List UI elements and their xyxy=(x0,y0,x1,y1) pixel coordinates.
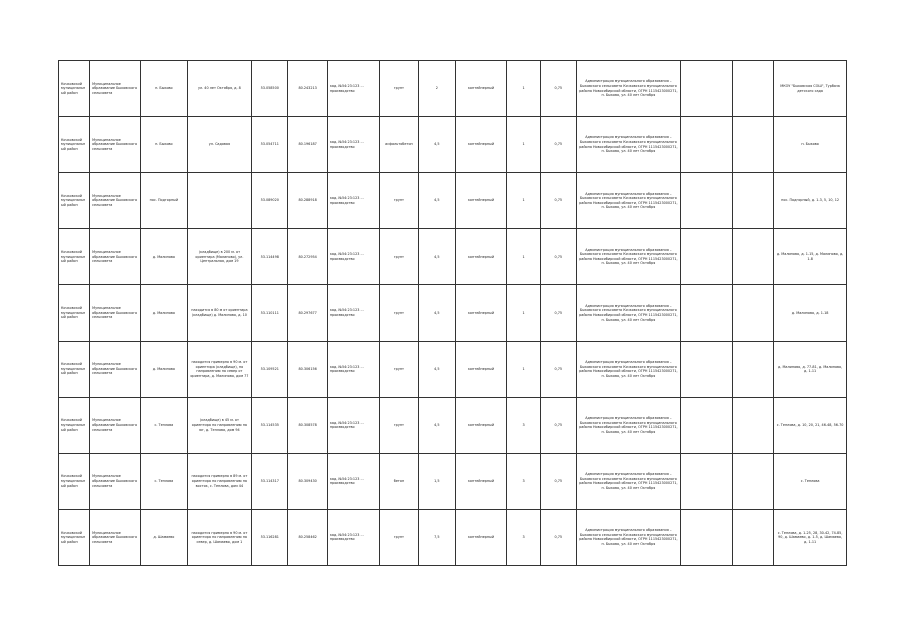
table-row xyxy=(59,397,847,453)
locality-cell: п. Быково xyxy=(141,117,188,173)
owner-cell: Муниципальное образование Быковского сельсовета xyxy=(90,229,141,285)
area-cell: 4,5 xyxy=(419,285,455,341)
longitude-cell: 80.243213 xyxy=(288,61,327,117)
container-count-cell: 1 xyxy=(507,173,540,229)
address-cell: находится в 80 м от ориентира (кладбище) д. Малиново, д. 10 xyxy=(187,285,251,341)
sources-cell: с. Теплова, д. 1-25, 28, 30-42, 74-85, 90, д. Шамаево, д. 1-5, д. Шамаево, д. 1-11 xyxy=(774,509,847,565)
holder-cell: Администрация муниципального образования – Быковского сельсовета Кочковского муниципального района Новосибирской области, ОГРН 1115423000271, п. Быково, ул. 40 лет Октября xyxy=(576,61,680,117)
latitude-cell: 53.114317 xyxy=(252,453,288,509)
sources-cell: д. Малиново, д. 1-15, д. Малиново, д. 1-8 xyxy=(774,229,847,285)
address-cell: (кладбище) в 200 м. от ориентира (Малиново), ул. Центральная, дом 19 xyxy=(187,229,251,285)
empty-cell xyxy=(680,173,732,229)
container-type-cell: контейнерный xyxy=(455,509,507,565)
volume-cell: 0,75 xyxy=(540,61,576,117)
area-cell: 4,5 xyxy=(419,397,455,453)
longitude-cell: 80.272954 xyxy=(288,229,327,285)
empty-cell xyxy=(732,397,774,453)
container-count-cell: 1 xyxy=(507,341,540,397)
area-cell: 4,5 xyxy=(419,173,455,229)
holder-cell: Администрация муниципального образования – Быковского сельсовета Кочковского муниципального района Новосибирской области, ОГРН 1115423000271, п. Быково, ул. 40 лет Октября xyxy=(576,509,680,565)
owner-cell: Муниципальное образование Быковского сельсовета xyxy=(90,397,141,453)
address-cell: находится примерно в 89 м. от ориентира по направлению на восток, с. Теплова, дом 44 xyxy=(187,453,251,509)
area-cell: 7,5 xyxy=(419,509,455,565)
district-cell: Кочковский муниципальный район xyxy=(59,229,90,285)
latitude-cell: 53.114498 xyxy=(252,229,288,285)
container-type-cell: контейнерный xyxy=(455,229,507,285)
volume-cell: 0,75 xyxy=(540,397,576,453)
table-row xyxy=(59,117,847,173)
cadastre-cell: кад. №54:23:123 ... производство xyxy=(327,285,379,341)
sources-cell: д. Малиново, д. 1-18 xyxy=(774,285,847,341)
longitude-cell: 80.306156 xyxy=(288,341,327,397)
longitude-cell: 80.309430 xyxy=(288,453,327,509)
holder-cell: Администрация муниципального образования – Быковского сельсовета Кочковского муниципального района Новосибирской области, ОГРН 1115423000271, п. Быково, ул. 40 лет Октября xyxy=(576,341,680,397)
holder-cell: Администрация муниципального образования – Быковского сельсовета Кочковского муниципального района Новосибирской области, ОГРН 1115423000271, п. Быково, ул. 40 лет Октября xyxy=(576,173,680,229)
empty-cell xyxy=(680,285,732,341)
table-row xyxy=(59,509,847,565)
locality-cell: с. Теплова xyxy=(141,453,188,509)
container-count-cell: 3 xyxy=(507,397,540,453)
locality-cell: п. Быково xyxy=(141,61,188,117)
surface-cell: асфальтобетон xyxy=(379,117,418,173)
table-row xyxy=(59,341,847,397)
district-cell: Кочковский муниципальный район xyxy=(59,509,90,565)
locality-cell: д. Малиново xyxy=(141,341,188,397)
volume-cell: 0,75 xyxy=(540,173,576,229)
address-cell xyxy=(187,173,251,229)
volume-cell: 0,75 xyxy=(540,453,576,509)
owner-cell: Муниципальное образование Быковского сельсовета xyxy=(90,453,141,509)
address-cell: ул. 40 лет Октября, д. 8 xyxy=(187,61,251,117)
container-count-cell: 1 xyxy=(507,285,540,341)
empty-cell xyxy=(680,61,732,117)
holder-cell: Администрация муниципального образования – Быковского сельсовета Кочковского муниципального района Новосибирской области, ОГРН 1115423000271, п. Быково, ул. 40 лет Октября xyxy=(576,117,680,173)
holder-cell: Администрация муниципального образования – Быковского сельсовета Кочковского муниципального района Новосибирской области, ОГРН 1115423000271, п. Быково, ул. 40 лет Октября xyxy=(576,285,680,341)
container-count-cell: 1 xyxy=(507,229,540,285)
empty-cell xyxy=(680,397,732,453)
cadastre-cell: кад. №54:23:123 ... производство xyxy=(327,509,379,565)
container-count-cell: 1 xyxy=(507,117,540,173)
longitude-cell: 80.288918 xyxy=(288,173,327,229)
surface-cell: грунт xyxy=(379,173,418,229)
empty-cell xyxy=(732,229,774,285)
address-cell: находится примерно в 90 м. от ориентира по направлению на север, д. Шамаево, дом 1 xyxy=(187,509,251,565)
surface-cell: грунт xyxy=(379,397,418,453)
latitude-cell: 53.114535 xyxy=(252,397,288,453)
district-cell: Кочковский муниципальный район xyxy=(59,61,90,117)
holder-cell: Администрация муниципального образования – Быковского сельсовета Кочковского муниципального района Новосибирской области, ОГРН 1115423000271, п. Быково, ул. 40 лет Октября xyxy=(576,453,680,509)
district-cell: Кочковский муниципальный район xyxy=(59,341,90,397)
latitude-cell: 53.116281 xyxy=(252,509,288,565)
cadastre-cell: кад. №54:23:123 ... производство xyxy=(327,453,379,509)
empty-cell xyxy=(732,285,774,341)
container-type-cell: контейнерный xyxy=(455,453,507,509)
container-type-cell: контейнерный xyxy=(455,173,507,229)
sources-cell: д. Малиново, д. 77-81, д. Малиново, д. 1-11 xyxy=(774,341,847,397)
empty-cell xyxy=(680,509,732,565)
cadastre-cell: кад. №54:23:123 ... производство xyxy=(327,229,379,285)
cadastre-cell: кад. №54:23:123 ... производство xyxy=(327,173,379,229)
empty-cell xyxy=(732,341,774,397)
surface-cell: грунт xyxy=(379,509,418,565)
cadastre-cell: кад. №54:23:123 ... производство xyxy=(327,397,379,453)
area-cell: 4,5 xyxy=(419,117,455,173)
district-cell: Кочковский муниципальный район xyxy=(59,453,90,509)
volume-cell: 0,75 xyxy=(540,341,576,397)
longitude-cell: 80.258462 xyxy=(288,509,327,565)
table-row xyxy=(59,61,847,117)
locality-cell: с. Теплова xyxy=(141,397,188,453)
container-type-cell: контейнерный xyxy=(455,117,507,173)
locality-cell: д. Малиново xyxy=(141,285,188,341)
address-cell: (кладбище) в 45 м. от ориентира по направлению на юг, д. Теплова, дом 94 xyxy=(187,397,251,453)
container-type-cell: контейнерный xyxy=(455,397,507,453)
owner-cell: Муниципальное образование Быковского сельсовета xyxy=(90,61,141,117)
longitude-cell: 80.297677 xyxy=(288,285,327,341)
surface-cell: грунт xyxy=(379,285,418,341)
area-cell: 4,5 xyxy=(419,341,455,397)
container-type-cell: контейнерный xyxy=(455,61,507,117)
sources-cell: с. Теплова, д. 10, 20, 21, 46-48, 56-70 xyxy=(774,397,847,453)
locality-cell: д. Малиново xyxy=(141,229,188,285)
container-count-cell: 3 xyxy=(507,509,540,565)
container-count-cell: 1 xyxy=(507,61,540,117)
latitude-cell: 53.058500 xyxy=(252,61,288,117)
owner-cell: Муниципальное образование Быковского сельсовета xyxy=(90,173,141,229)
district-cell: Кочковский муниципальный район xyxy=(59,173,90,229)
latitude-cell: 53.110111 xyxy=(252,285,288,341)
longitude-cell: 80.196187 xyxy=(288,117,327,173)
sources-cell: МКОУ "Быковская СОШ", Турбаза детского сада xyxy=(774,61,847,117)
owner-cell: Муниципальное образование Быковского сельсовета xyxy=(90,285,141,341)
sources-cell: с. Теплова xyxy=(774,453,847,509)
table-row xyxy=(59,229,847,285)
empty-cell xyxy=(680,229,732,285)
table-row xyxy=(59,453,847,509)
surface-cell: грунт xyxy=(379,341,418,397)
district-cell: Кочковский муниципальный район xyxy=(59,117,90,173)
latitude-cell: 53.109521 xyxy=(252,341,288,397)
area-cell: 2 xyxy=(419,61,455,117)
volume-cell: 0,75 xyxy=(540,117,576,173)
longitude-cell: 80.308578 xyxy=(288,397,327,453)
volume-cell: 0,75 xyxy=(540,285,576,341)
locality-cell: пос. Подгорный xyxy=(141,173,188,229)
address-cell: находится примерно в 90 м. от ориентира (кладбище), по направлению на север от ориентира, д. Малиново, дом 77 xyxy=(187,341,251,397)
empty-cell xyxy=(732,453,774,509)
empty-cell xyxy=(680,341,732,397)
empty-cell xyxy=(732,117,774,173)
surface-cell: грунт xyxy=(379,61,418,117)
surface-cell: грунт xyxy=(379,229,418,285)
cadastre-cell: кад. №54:23:123 ... производство xyxy=(327,117,379,173)
locality-cell: д. Шамаево xyxy=(141,509,188,565)
owner-cell: Муниципальное образование Быковского сельсовета xyxy=(90,117,141,173)
container-count-cell: 3 xyxy=(507,453,540,509)
latitude-cell: 53.089020 xyxy=(252,173,288,229)
surface-cell: бетон xyxy=(379,453,418,509)
cadastre-cell: кад. №54:23:123 ... производство xyxy=(327,341,379,397)
empty-cell xyxy=(732,173,774,229)
sources-cell: п. Быково xyxy=(774,117,847,173)
sources-cell: пос. Подгорный, д. 1-3, 5, 10, 12 xyxy=(774,173,847,229)
district-cell: Кочковский муниципальный район xyxy=(59,285,90,341)
address-cell: ул. Садовая xyxy=(187,117,251,173)
container-type-cell: контейнерный xyxy=(455,341,507,397)
empty-cell xyxy=(680,453,732,509)
empty-cell xyxy=(732,61,774,117)
holder-cell: Администрация муниципального образования – Быковского сельсовета Кочковского муниципального района Новосибирской области, ОГРН 1115423000271, п. Быково, ул. 40 лет Октября xyxy=(576,397,680,453)
cadastre-cell: кад. №54:23:123 ... производство xyxy=(327,61,379,117)
table-row xyxy=(59,285,847,341)
waste-sites-table xyxy=(58,60,847,566)
container-type-cell: контейнерный xyxy=(455,285,507,341)
owner-cell: Муниципальное образование Быковского сельсовета xyxy=(90,341,141,397)
owner-cell: Муниципальное образование Быковского сельсовета xyxy=(90,509,141,565)
empty-cell xyxy=(680,117,732,173)
area-cell: 1,5 xyxy=(419,453,455,509)
volume-cell: 0,75 xyxy=(540,229,576,285)
district-cell: Кочковский муниципальный район xyxy=(59,397,90,453)
area-cell: 4,5 xyxy=(419,229,455,285)
holder-cell: Администрация муниципального образования – Быковского сельсовета Кочковского муниципального района Новосибирской области, ОГРН 1115423000271, п. Быково, ул. 40 лет Октября xyxy=(576,229,680,285)
latitude-cell: 53.054711 xyxy=(252,117,288,173)
table-row xyxy=(59,173,847,229)
volume-cell: 0,75 xyxy=(540,509,576,565)
empty-cell xyxy=(732,509,774,565)
table-body xyxy=(59,61,847,566)
